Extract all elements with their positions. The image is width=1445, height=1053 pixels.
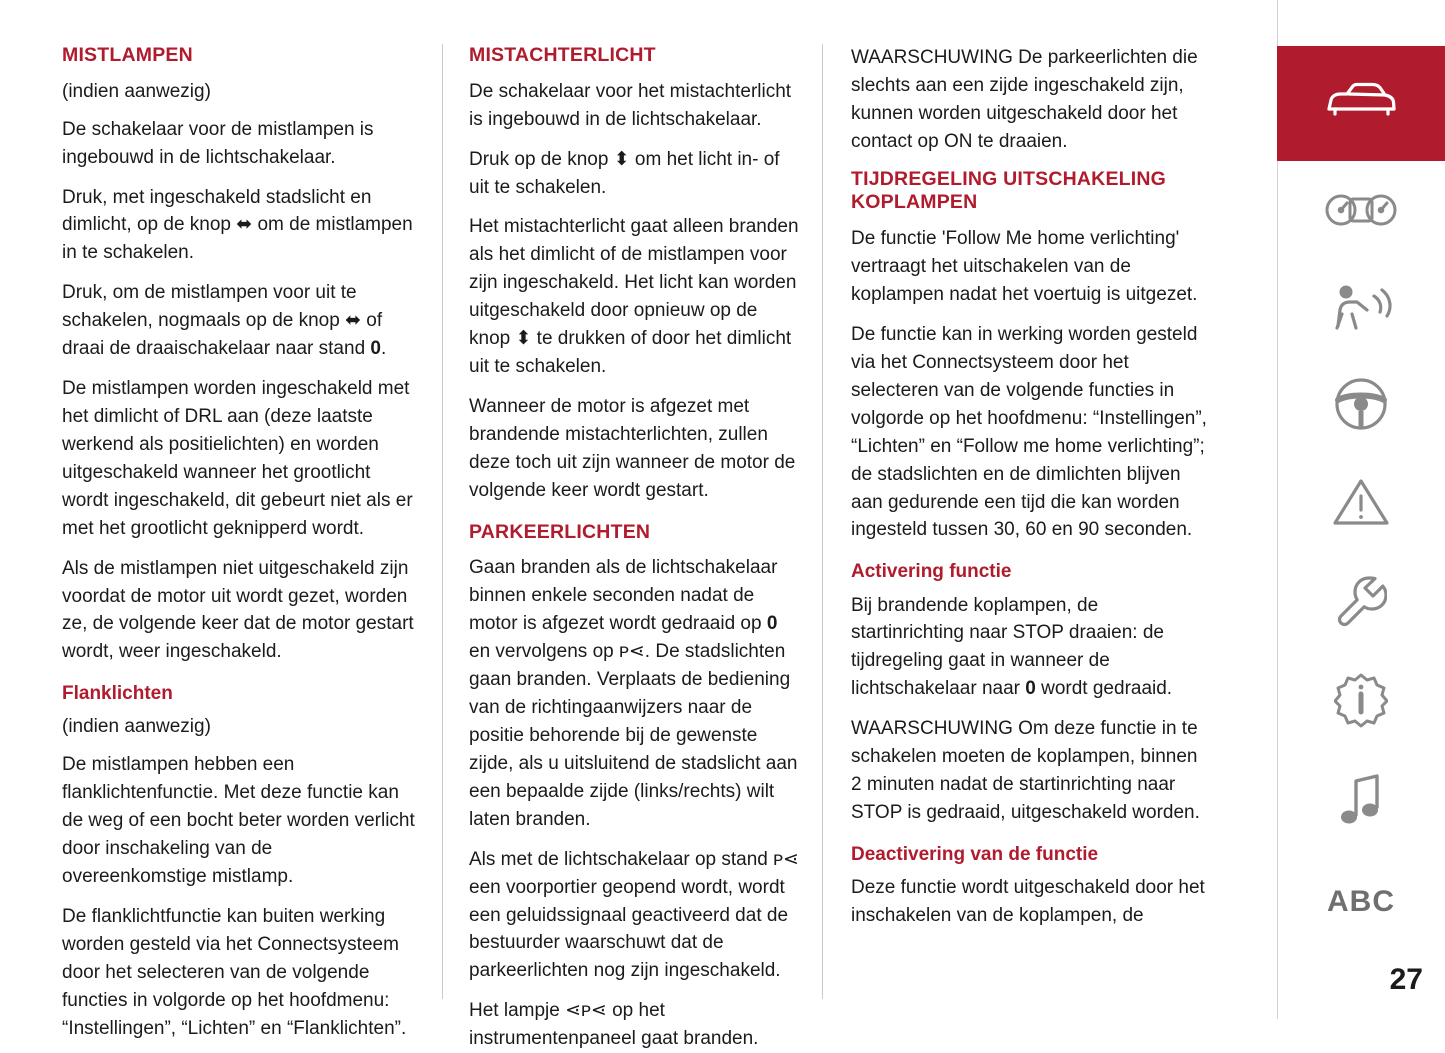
- paragraph: Wanneer de motor is afgezet met brandende mistachterlichten, zullen deze toch uit zijn wanneer de motor de volgende keer wordt gestart.: [469, 396, 796, 501]
- paragraph: Gaan branden als de lichtschakelaar binnen enkele seconden nadat de motor is afgezet wordt gedraaid op 0 en vervolgens op ᴘ⋖. De stadslichten gaan branden. Verplaats de bediening van de richtingaanwijzers naar de positie behorende bij de gewenste zijde, als u uitsluitend de stadslicht aan een bepaalde zijde (links/rechts) wilt laten branden.: [469, 557, 798, 830]
- paragraph: De functie kan in werking worden gesteld via het Connectsysteem door het selecteren van de volgende functies in volgorde op het hoofdmenu: “Instellingen”, “Lichten” en “Follow me home verlichting”; de stadslichten en de dimlichten blijven aan gedurende een tijd die kan worden ingesteld tussen 30, 60 en 90 seconden.: [851, 324, 1207, 541]
- steering-wheel-icon: [1333, 376, 1389, 432]
- paragraph: Deze functie wordt uitgeschakeld door het inschakelen van de koplampen, de: [851, 877, 1205, 927]
- car-icon: [1325, 79, 1397, 128]
- sidebar-item-safety[interactable]: [1277, 258, 1445, 358]
- section-heading-mistachterlicht: MISTACHTERLICHT: [469, 44, 656, 66]
- section-heading-tijdregeling: TIJDREGELING UITSCHAKELING KOPLAMPEN: [851, 167, 1167, 214]
- music-note-icon: [1339, 773, 1383, 827]
- text-column-1: [62, 44, 442, 1039]
- section-heading-parkeerlichten: PARKEERLICHTEN: [469, 520, 651, 543]
- sidebar-item-multimedia[interactable]: [1277, 750, 1445, 850]
- sidebar-item-warnings[interactable]: [1277, 452, 1445, 552]
- sidebar-item-dashboard[interactable]: [1277, 160, 1445, 260]
- info-gear-icon: [1334, 672, 1388, 728]
- text-column-2: [442, 44, 822, 1050]
- paragraph: Bij brandende koplampen, de startinrichting naar STOP draaien: de tijdregeling gaat in wanneer de lichtschakelaar naar 0 wordt gedraaid.: [851, 594, 1173, 700]
- paragraph: De mistlampen worden ingeschakeld met het dimlicht of DRL aan (deze laatste werkend als positielichten) en worden uitgeschakeld wanneer het grootlicht wordt ingeschakeld, dit gebeurt niet als er met het grootlicht geknipperd wordt.: [62, 378, 413, 539]
- sidebar-item-technical-info[interactable]: [1277, 650, 1445, 750]
- sidebar-item-maintenance[interactable]: [1277, 552, 1445, 652]
- section-heading-mistlampen: MISTLAMPEN: [62, 44, 193, 66]
- paragraph: Het lampje ⋖ᴘ⋖ op het instrumentenpaneel gaat branden.: [469, 1000, 759, 1050]
- subsection-heading-flanklichten: Flanklichten: [62, 683, 173, 705]
- warning-paragraph: WAARSCHUWING Om deze functie in te schakelen moeten de koplampen, binnen 2 minuten nadat de startinrichting naar STOP is gedraaid, uitgeschakeld worden.: [851, 718, 1200, 824]
- sidebar-item-index[interactable]: [1277, 852, 1445, 952]
- subsection-heading-deactivering: Deactivering van de functie: [851, 843, 1099, 865]
- abc-index-icon: ABC: [1327, 885, 1395, 918]
- paragraph: De schakelaar voor de mistlampen is ingebouwd in de lichtschakelaar.: [62, 118, 374, 168]
- paragraph: Als met de lichtschakelaar op stand ᴘ⋖ een voorportier geopend wordt, wordt een geluidssignaal geactiveerd dat de bestuurder waarschuwt dat de parkeerlichten nog zijn ingeschakeld.: [469, 848, 799, 982]
- warning-triangle-icon: [1332, 476, 1390, 528]
- paragraph: De functie 'Follow Me home verlichting' vertraagt het uitschakelen van de koplampen nadat het voertuig is uitgezet.: [851, 228, 1198, 306]
- paragraph: Druk op de knop ⬍ om het licht in- of uit te schakelen.: [469, 148, 780, 198]
- dashboard-gauges-icon: [1324, 190, 1398, 230]
- paragraph: Het mistachterlicht gaat alleen branden als het dimlicht of de mistlampen voor zijn ingeschakeld. Het licht kan worden uitgeschakeld door opnieuw op de knop ⬍ te drukken of door het dimlicht uit te schakelen.: [469, 216, 799, 378]
- sidebar-item-car[interactable]: [1277, 46, 1445, 161]
- paragraph: (indien aanwezig): [62, 716, 211, 738]
- page-number: 27: [1389, 963, 1423, 996]
- paragraph: De mistlampen hebben een flanklichtenfunctie. Met deze functie kan de weg of een bocht beter worden verlicht door inschakeling van de overeenkomstige mistlamp.: [62, 754, 415, 888]
- paragraph: Als de mistlampen niet uitgeschakeld zijn voordat de motor uit wordt gezet, worden ze, de volgende keer dat de motor gestart wordt, weer ingeschakeld.: [62, 557, 414, 663]
- wrench-icon: [1335, 574, 1387, 630]
- paragraph: (indien aanwezig): [62, 80, 211, 102]
- paragraph: De schakelaar voor het mistachterlicht is ingebouwd in de lichtschakelaar.: [469, 80, 792, 130]
- paragraph: De flanklichtfunctie kan buiten werking worden gesteld via het Connectsysteem door het selecteren van de volgende functies in volgorde op het hoofdmenu: “Instellingen”, “Lichten” en “Flanklichten”.: [62, 906, 407, 1039]
- sidebar-item-steering[interactable]: [1277, 354, 1445, 454]
- warning-paragraph: WAARSCHUWING De parkeerlichten die slechts aan een zijde ingeschakeld zijn, kunnen worden uitgeschakeld door het contact op ON te draaien.: [851, 47, 1198, 152]
- airbag-safety-icon: [1330, 282, 1392, 334]
- subsection-heading-activering: Activering functie: [851, 561, 1012, 583]
- paragraph: Druk, om de mistlampen voor uit te schakelen, nogmaals op de knop ⬌ of draai de draaischakelaar naar stand 0.: [62, 282, 387, 360]
- paragraph: Druk, met ingeschakeld stadslicht en dimlicht, op de knop ⬌ om de mistlampen in te schakelen.: [62, 186, 413, 264]
- chapter-sidebar: [1277, 0, 1445, 1019]
- text-column-3: [822, 44, 1212, 999]
